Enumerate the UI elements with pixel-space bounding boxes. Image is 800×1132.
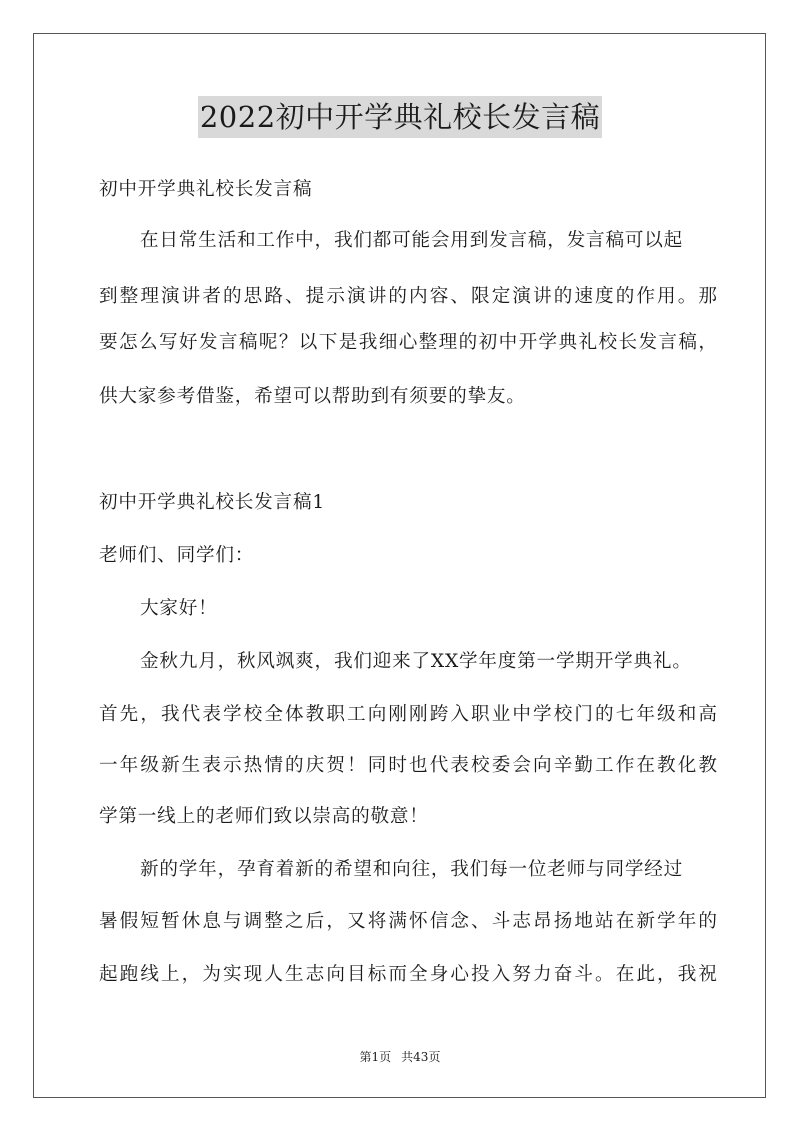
paragraph2-line-2: 暑假短暂休息与调整之后，又将满怀信念、斗志昂扬地站在新学年的: [99, 911, 717, 932]
page-total: 共43页: [401, 1050, 441, 1064]
paragraph2-line-3: 起跑线上，为实现人生志向目标而全身心投入努力奋斗。在此，我祝: [99, 964, 717, 985]
paragraph1-line-1: 金秋九月，秋风飒爽，我们迎来了XX学年度第一学期开学典礼。: [140, 651, 692, 672]
title-wrap: [0, 96, 800, 138]
section-heading: 初中开学典礼校长发言稿1: [99, 492, 325, 513]
document-title: 2022初中开学典礼校长发言稿: [198, 96, 602, 138]
paragraph1-line-4: 学第一线上的老师们致以崇高的敬意！: [99, 806, 429, 827]
page-footer: [0, 1049, 800, 1065]
greeting: 大家好！: [140, 598, 218, 619]
paragraph1-line-3: 一年级新生表示热情的庆贺！同时也代表校委会向辛勤工作在教化教: [99, 755, 717, 776]
paragraph2-line-1: 新的学年，孕育着新的希望和向往，我们每一位老师与同学经过: [140, 859, 684, 880]
intro-line-1: 在日常生活和工作中，我们都可能会用到发言稿，发言稿可以起: [140, 230, 684, 251]
page-number: 第1页: [359, 1050, 392, 1064]
document-subtitle: 初中开学典礼校长发言稿: [99, 179, 313, 200]
salutation: 老师们、同学们：: [99, 545, 255, 566]
intro-line-4: 供大家参考借鉴，希望可以帮助到有须要的挚友。: [99, 386, 526, 407]
intro-line-3: 要怎么写好发言稿呢？以下是我细心整理的初中开学典礼校长发言稿，: [99, 332, 717, 353]
paragraph1-line-2: 首先，我代表学校全体教职工向刚刚跨入职业中学校门的七年级和高: [99, 704, 717, 725]
intro-line-2: 到整理演讲者的思路、提示演讲的内容、限定演讲的速度的作用。那: [99, 286, 717, 307]
